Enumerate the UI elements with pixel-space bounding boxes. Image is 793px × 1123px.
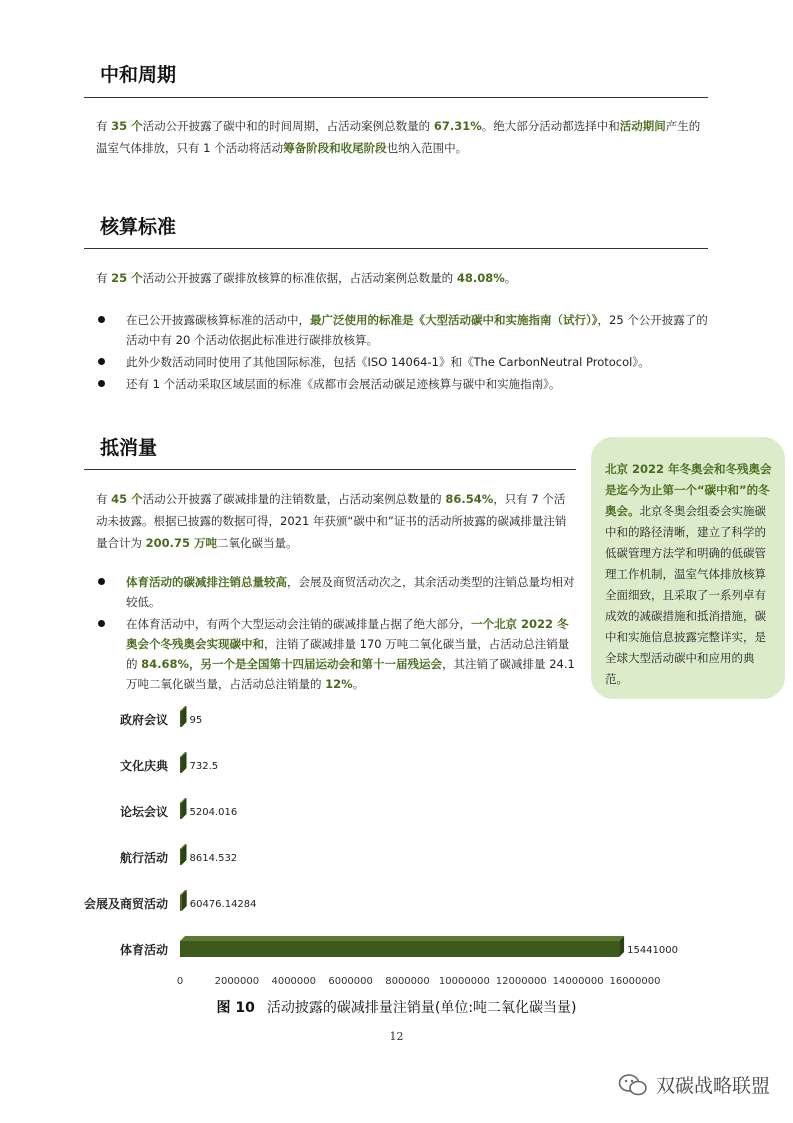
section-title-accounting-standard: 核算标准 — [100, 216, 177, 238]
list-item: 在已公开披露碳核算标准的活动中，最广泛使用的标准是《大型活动碳中和实施指南（试行）》，25 个公开披露了的活动中有 20 个活动依据此标准进行碳排放核算。 — [96, 310, 708, 350]
bar — [180, 895, 182, 911]
watermark-text: 双碳战略联盟 — [656, 1075, 771, 1097]
bar — [180, 849, 182, 865]
section-title-neutral-period: 中和周期 — [100, 64, 177, 86]
bullet-icon — [98, 358, 105, 365]
figure-title: 活动披露的碳减排量注销量(单位:吨二氧化碳当量) — [266, 1000, 577, 1016]
beijing-olympics-callout — [591, 437, 785, 699]
section-divider — [84, 469, 576, 470]
category-label: 体育活动 — [119, 943, 168, 957]
bar — [180, 803, 182, 819]
data-label: 15441000 — [627, 945, 679, 956]
bullet-icon — [98, 316, 105, 323]
list-item: 体育活动的碳减排注销总量较高，会展及商贸活动次之，其余活动类型的注销总量均相对较低。 — [96, 572, 578, 612]
figure-caption — [0, 997, 793, 1017]
section-divider — [84, 248, 708, 249]
data-label: 5204.016 — [189, 807, 238, 818]
callout-lead: 北京 2022 年冬奥会和冬残奥会是迄今为止第一个“碳中和”的冬奥会。 — [605, 462, 772, 518]
paragraph-offset-amount: 有 45 个活动公开披露了碳减排量的注销数量，占活动案例总数量的 86.54%，只有 7 个活动未披露。根据已披露的数据可得，2021 年获颁“碳中和”证书的活动所披露的碳减排量注销量合计为 200.75 万吨二氧化碳当量。 — [96, 492, 567, 550]
offset-amount-list — [96, 572, 578, 696]
x-tick-label: 6000000 — [328, 976, 373, 987]
wechat-icon — [618, 1073, 648, 1097]
offset-bar-chart — [80, 700, 720, 995]
paragraph-neutral-period: 有 35 个活动公开披露了碳中和的时间周期，占活动案例总数量的 67.31%。绝大部分活动都选择中和活动期间产生的温室气体排放，只有 1 个活动将活动筹备阶段和收尾阶段也纳入范围中。 — [96, 119, 701, 155]
category-label: 航行活动 — [119, 851, 168, 865]
accounting-standard-list — [96, 310, 708, 396]
category-label: 论坛会议 — [119, 805, 168, 819]
data-label: 95 — [189, 715, 203, 726]
category-label: 政府会议 — [119, 713, 168, 727]
x-tick-label: 14000000 — [552, 976, 604, 987]
bar — [180, 941, 619, 957]
section-title-offset-amount: 抵消量 — [100, 437, 158, 459]
x-tick-label: 4000000 — [271, 976, 317, 987]
x-tick-label: 16000000 — [609, 976, 661, 987]
category-label: 文化庆典 — [119, 759, 168, 773]
list-item: 在体育活动中，有两个大型运动会注销的碳减排量占据了绝大部分，一个北京 2022 冬奥会个冬残奥会实现碳中和，注销了碳减排量 170 万吨二氧化碳当量，占活动总注销量的 84.68%，另一个是全国第十四届运动会和第十一届残运会，其注销了碳减排量 24.1 万吨二氧化碳当量，占活动总注销量的 12%。 — [96, 614, 578, 694]
x-tick-label: 10000000 — [438, 976, 490, 987]
callout-body: 北京冬奥会组委会实施碳中和的路径清晰，建立了科学的低碳管理方法学和明确的低碳管理工作机制，温室气体排放核算全面细致，且采取了一系列卓有成效的减碳措施和抵消措施，碳中和实施信息披露完整详实，是全球大型活动碳中和应用的典范。 — [605, 504, 766, 686]
category-label: 会展及商贸活动 — [83, 897, 168, 911]
list-item: 此外少数活动同时使用了其他国际标准，包括《ISO 14064-1》和《The CarbonNeutral Protocol》。 — [96, 352, 708, 372]
bullet-icon — [98, 620, 105, 627]
bullet-icon — [98, 578, 105, 585]
bar-top-face — [180, 936, 624, 941]
page-number: 12 — [389, 1030, 404, 1043]
bar — [180, 757, 182, 773]
data-label: 732.5 — [189, 761, 219, 772]
watermark — [618, 1071, 770, 1098]
list-item: 还有 1 个活动采取区域层面的标准《成都市会展活动碳足迹核算与碳中和实施指南》。 — [96, 374, 708, 394]
bar — [180, 711, 182, 727]
paragraph-accounting-standard: 有 25 个活动公开披露了碳排放核算的标准依据，占活动案例总数量的 48.08%。 — [96, 271, 517, 285]
section-divider — [84, 97, 708, 98]
x-tick-label: 2000000 — [214, 976, 260, 987]
x-tick-label: 0 — [176, 976, 184, 987]
x-tick-label: 12000000 — [495, 976, 547, 987]
figure-label: 图 10 — [216, 1000, 255, 1016]
bullet-icon — [98, 380, 105, 387]
data-label: 8614.532 — [189, 853, 238, 864]
x-tick-label: 8000000 — [385, 976, 430, 987]
data-label: 60476.14284 — [189, 899, 257, 910]
